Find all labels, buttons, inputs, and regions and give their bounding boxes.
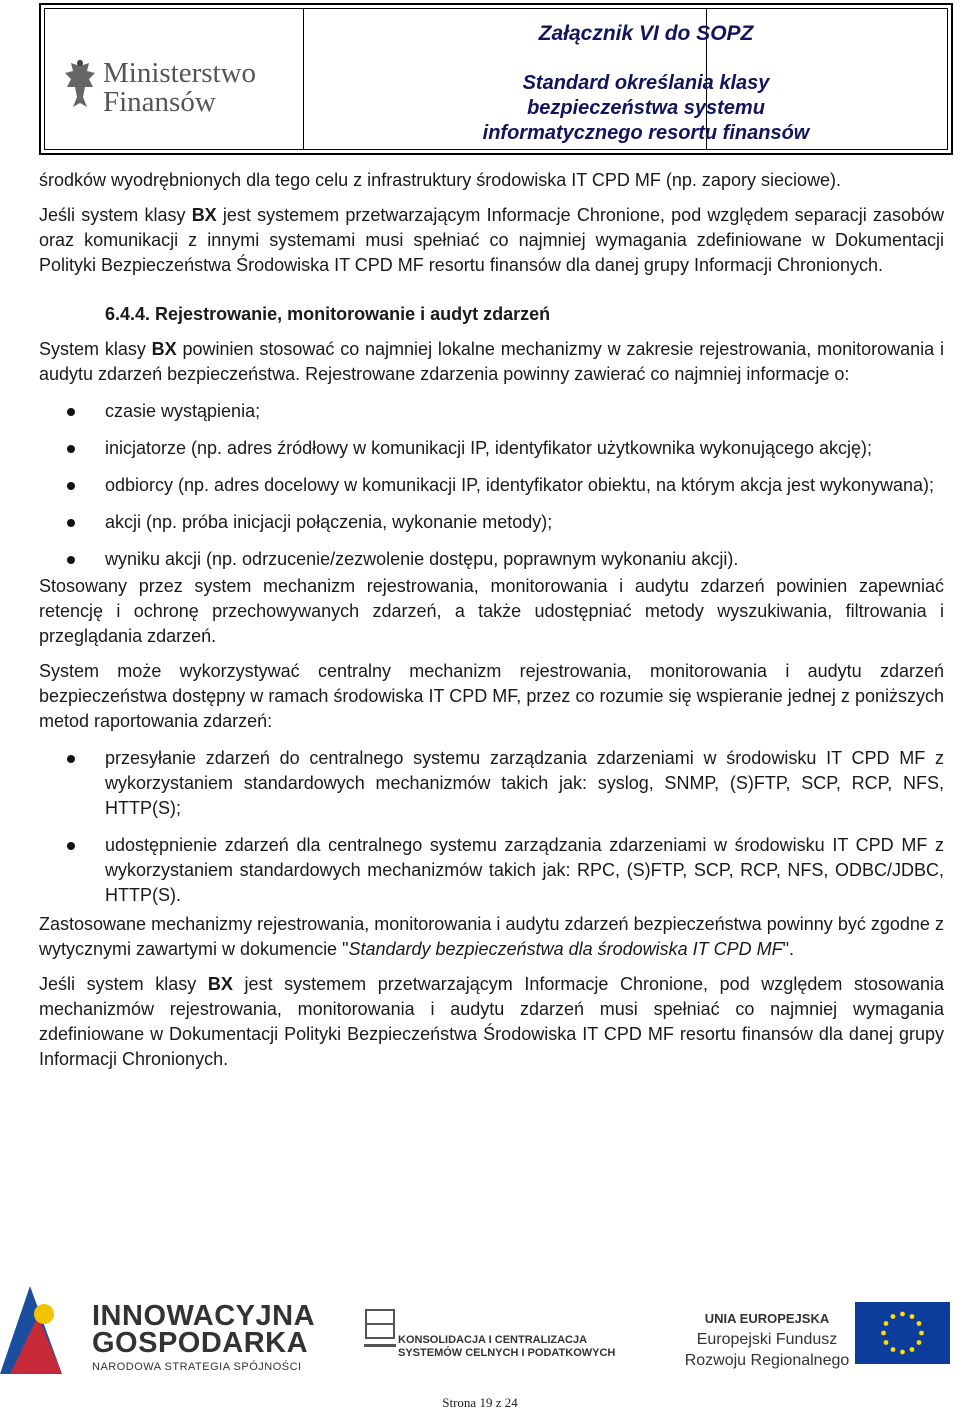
p3-text-pre: System klasy: [39, 339, 152, 359]
document-subtitle: [345, 71, 947, 146]
list-item-text: udostępnienie zdarzeń dla centralnego systemu zarządzania zdarzeniami w środowisku IT CPD MF z wykorzystaniem standardowych mechanizmów takich jak: RPC, (S)FTP, SCP, RCP, NFS, ODBC/JDBC, HTTP(S).: [105, 835, 944, 905]
list-item: [39, 399, 944, 424]
list-item-text: akcji (np. próba inicjacji połączenia, wykonanie metody);: [105, 512, 553, 532]
p6-doc-title: Standardy bezpieczeństwa dla środowiska IT CPD MF: [348, 939, 783, 959]
eu-stars: [855, 1302, 950, 1364]
bullet-icon: [67, 445, 75, 453]
document-body: [39, 168, 944, 1072]
customs-consolidation-logo-icon: [364, 1306, 396, 1352]
bullet-icon: [67, 408, 75, 416]
reporting-methods-list: [39, 746, 944, 908]
paragraph-6: [39, 912, 944, 962]
ministry-name: [103, 59, 256, 117]
list-item: [39, 746, 944, 821]
paragraph-4: Stosowany przez system mechanizm rejestrowania, monitorowania i audytu zdarzeń powinien zapewniać retencję i ochronę przechowywanych zdarzeń, a także udostępniać metody wyszukiwania, filtrowania i przeglądania zdarzeń.: [39, 576, 944, 646]
list-item-text: inicjatorze (np. adres źródłowy w komunikacji IP, identyfikator użytkownika wykonującego akcję);: [105, 438, 873, 458]
paragraph-5: System może wykorzystywać centralny mechanizm rejestrowania, monitorowania i audytu zdarzeń bezpieczeństwa dostępny w ramach środowiska IT CPD MF, przez co rozumie się wspieranie jednej z poniższych metod raportowania zdarzeń:: [39, 661, 944, 731]
p6-text-post: ".: [782, 939, 795, 959]
bullet-icon: [67, 755, 75, 763]
paragraph-7: [39, 972, 944, 1072]
innovative-economy-subtitle: NARODOWA STRATEGIA SPÓJNOŚCI: [92, 1361, 302, 1373]
kc-line2: SYSTEMÓW CELNYCH I PODATKOWYCH: [398, 1347, 616, 1359]
p3-class-bold: BX: [151, 339, 177, 359]
list-item: [39, 473, 944, 498]
bullet-icon: [67, 519, 75, 527]
customs-consolidation-text: [398, 1334, 615, 1360]
paragraph-3: [39, 337, 944, 387]
list-item: [39, 833, 944, 908]
p2-class-bold: BX: [191, 205, 217, 225]
list-item-text: odbiorcy (np. adres docelowy w komunikacji IP, identyfikator obiektu, na którym akcja jest wykonywana);: [105, 475, 935, 495]
p3-text-post: powinien stosować co najmniej lokalne mechanizmy w zakresie rejestrowania, monitorowania i audytu zdarzeń bezpieczeństwa. Rejestrowane zdarzenia powinny zawierać co najmniej informacje o:: [39, 339, 944, 384]
p7-text-pre: Jeśli system klasy: [39, 974, 208, 994]
ue-line2: Europejski Fundusz: [696, 1331, 838, 1348]
ministry-name-line2: Finansów: [103, 86, 216, 118]
bullet-icon: [67, 842, 75, 850]
ministry-logo: [45, 9, 304, 149]
event-info-list: [39, 399, 944, 572]
header-frame: [44, 8, 948, 150]
p7-class-bold: BX: [207, 974, 233, 994]
p6-text-pre: Zastosowane mechanizmy rejestrowania, monitorowania i audytu zdarzeń bezpieczeństwa powinny być zgodne z wytycznymi zawartymi w dokumencie ": [39, 914, 944, 959]
page-number: Strona 19 z 24: [442, 1395, 518, 1410]
list-item: [39, 510, 944, 535]
list-item-text: czasie wystąpienia;: [105, 401, 261, 421]
subtitle-line1: Standard określania klasy: [522, 72, 770, 94]
bullet-icon: [67, 482, 75, 490]
paragraph-1: środków wyodrębnionych dla tego celu z infrastruktury środowiska IT CPD MF (np. zapory sieciowe).: [39, 170, 841, 190]
innovative-economy-title: [92, 1300, 316, 1359]
innovative-economy-logo-icon: [0, 1286, 88, 1374]
ig-line2: GOSPODARKA: [92, 1327, 309, 1359]
list-item: [39, 436, 944, 461]
p2-text-pre: Jeśli system klasy: [39, 205, 192, 225]
p2-text-post: jest systemem przetwarzającym Informacje Chronione, pod względem separacji zasobów oraz komunikacji z innymi systemami musi spełniać co najmniej wymagania zdefiniowane w Dokumentacji Polityki Bezpieczeństwa Środowiska IT CPD MF resortu finansów dla danej grupy Informacji Chronionych.: [39, 205, 944, 275]
eu-flag-icon: [855, 1302, 950, 1364]
p7-text-post: jest systemem przetwarzającym Informacje Chronione, pod względem stosowania mechanizmów rejestrowania, monitorowania i audytu zdarzeń musi spełniać co najmniej wymagania zdefiniowane w Dokumentacji Polityki Bezpieczeństwa Środowiska IT CPD MF resortu finansów dla danej grupy Informacji Chronionych.: [39, 974, 945, 1069]
list-item: [39, 547, 944, 572]
ministry-name-line1: Ministerstwo: [103, 57, 257, 89]
subtitle-line2: bezpieczeństwa systemu: [527, 97, 765, 119]
eu-fund-text: [682, 1308, 852, 1371]
subtitle-line3: informatycznego resortu finansów: [482, 122, 810, 144]
section-heading: 6.4.4. Rejestrowanie, monitorowanie i audyt zdarzeń: [105, 304, 551, 324]
list-item-text: przesyłanie zdarzeń do centralnego systemu zarządzania zdarzeniami w środowisku IT CPD MF z wykorzystaniem standardowych mechanizmów takich jak: syslog, SNMP, (S)FTP, SCP, RCP, NFS, HTTP(S);: [105, 748, 944, 818]
annex-title: Załącznik VI do SOPZ: [538, 22, 754, 45]
kc-line1: KONSOLIDACJA I CENTRALIZACJA: [398, 1334, 588, 1346]
paragraph-2: [39, 203, 944, 278]
ig-line1: INNOWACYJNA: [92, 1300, 316, 1332]
bullet-icon: [67, 556, 75, 564]
eagle-emblem-icon: [63, 55, 97, 115]
list-item-text: wyniku akcji (np. odrzucenie/zezwolenie dostępu, poprawnym wykonaniu akcji).: [105, 549, 739, 569]
document-header: [39, 3, 953, 155]
header-title-area: [345, 9, 947, 149]
ue-line3: Rozwoju Regionalnego: [684, 1352, 850, 1369]
ue-line1: UNIA EUROPEJSKA: [704, 1311, 830, 1326]
